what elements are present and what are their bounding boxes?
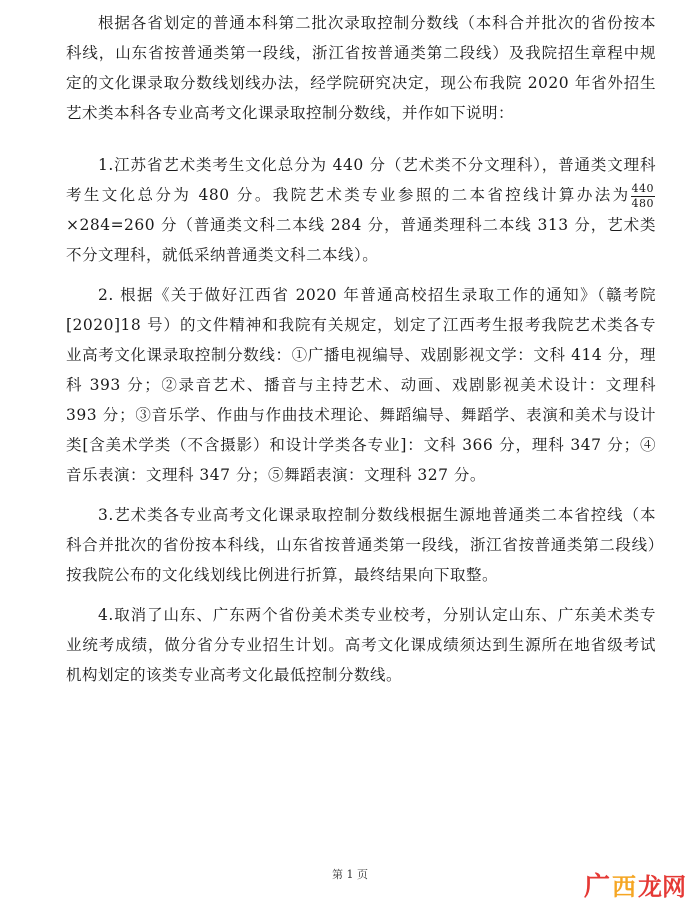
item-4-paragraph: 4.取消了山东、广东两个省份美术类专业校考，分别认定山东、广东美术类专业统考成绩，做分省分专业招生计划。高考文化课成绩须达到生源所在地省级考试机构划定的该类专业高考文化最低控制分数线。 — [66, 606, 656, 684]
watermark-logo — [584, 866, 686, 903]
watermark-char-3: 龙网 — [638, 873, 686, 901]
watermark-char-1: 广 — [583, 872, 610, 902]
fraction-denominator: 480 — [631, 196, 654, 210]
item-1-text-a: 1.江苏省艺术类考生文化总分为 440 分（艺术类不分文理科），普通类文理科考生文化总分为 480 分。我院艺术类专业参照的二本省控线计算办法为 — [66, 156, 656, 204]
item-1-paragraph — [66, 150, 656, 270]
intro-paragraph: 根据各省划定的普通本科第二批次录取控制分数线（本科合并批次的省份按本科线，山东省按普通类第一段线，浙江省按普通类第二段线）及我院招生章程中规定的文化课录取分数线划线办法，经学院研究决定，现公布我院 2020 年省外招生艺术类本科各专业高考文化课录取控制分数线，并作如下说明： — [66, 14, 656, 122]
document-body — [66, 8, 656, 690]
fraction-numerator: 440 — [631, 181, 654, 195]
item-1-text-b: ×284=260 分（普通类文科二本线 284 分，普通类理科二本线 313 分，艺术类不分文理科，就低采纳普通类文科二本线）。 — [66, 216, 656, 264]
watermark-char-2: 西 — [612, 873, 636, 901]
item-3-paragraph: 3.艺术类各专业高考文化课录取控制分数线根据生源地普通类二本省控线（本科合并批次的省份按本科线，山东省按普通类第一段线，浙江省按普通类第二段线）按我院公布的文化线划线比例进行折算，最终结果向下取整。 — [66, 506, 656, 584]
fraction — [631, 183, 656, 210]
item-2-paragraph: 2. 根据《关于做好江西省 2020 年普通高校招生录取工作的通知》（赣考院[2020]18 号）的文件精神和我院有关规定，划定了江西考生报考我院艺术类各专业高考文化课录取控制分数线：①广播电视编导、戏剧影视文学：文科 414 分，理科 393 分；②录音艺术、播音与主持艺术、动画、戏剧影视美术设计：文理科 393 分；③音乐学、作曲与作曲技术理论、舞蹈编导、舞蹈学、表演和美术与设计类[含美术学类（不含摄影）和设计学类各专业]：文科 366 分，理科 347 分；④音乐表演：文理科 347 分；⑤舞蹈表演：文理科 327 分。 — [66, 286, 656, 484]
page-number: 第 1 页 — [332, 868, 368, 881]
